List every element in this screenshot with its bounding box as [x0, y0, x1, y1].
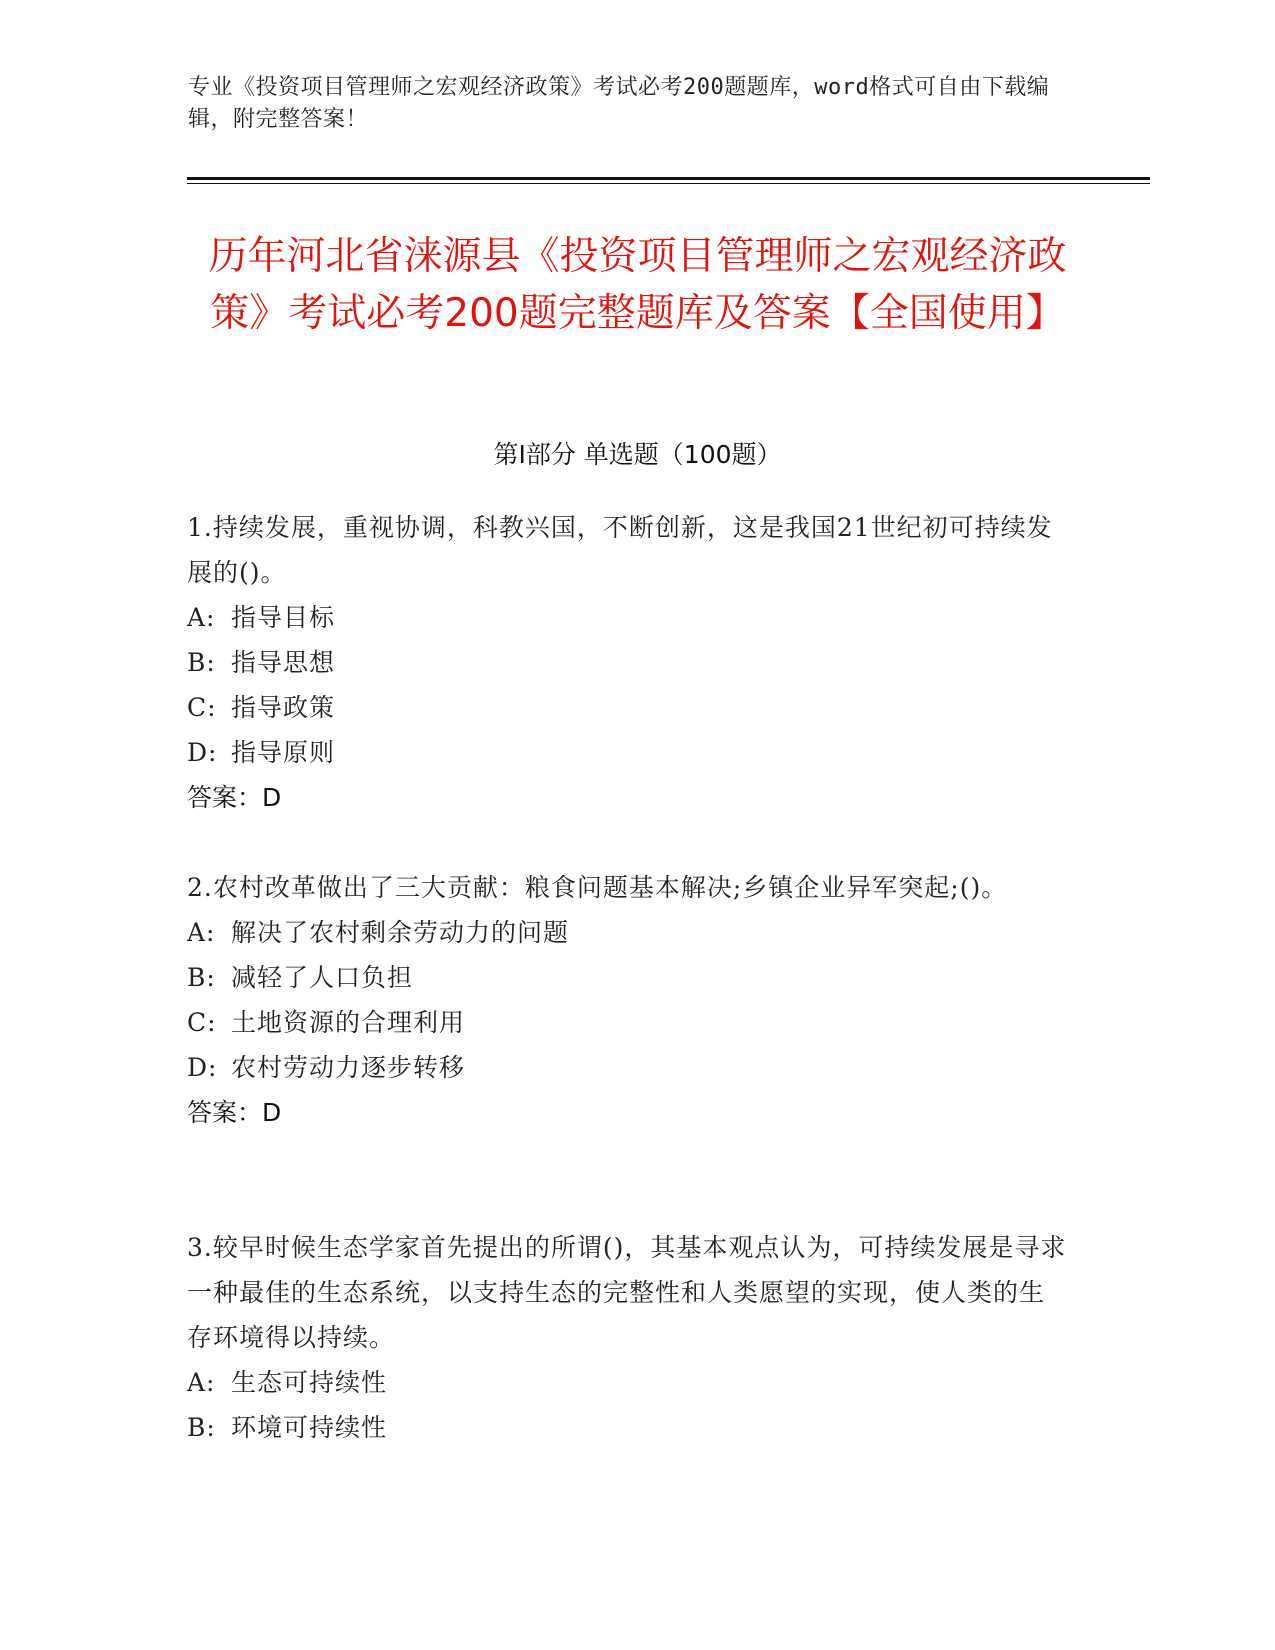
option-letter: A:	[187, 603, 216, 632]
option-text: 指导目标	[231, 603, 336, 632]
option-a	[187, 595, 1067, 640]
option-a	[187, 1360, 1067, 1405]
question-1	[187, 505, 1067, 820]
option-letter: A:	[187, 918, 216, 947]
option-text: 减轻了人口负担	[231, 963, 414, 992]
option-text: 指导政策	[231, 693, 336, 722]
option-letter: D:	[187, 738, 218, 767]
question-3	[187, 1225, 1067, 1450]
question-stem: 3.较早时候生态学家首先提出的所谓()，其基本观点认为，可持续发展是寻求一种最佳的生态系统，以支持生态的完整性和人类愿望的实现，使人类的生存环境得以持续。	[187, 1233, 1067, 1352]
question-2	[187, 865, 1067, 1135]
option-text: 环境可持续性	[231, 1413, 388, 1442]
option-letter: C:	[187, 693, 217, 722]
option-text: 土地资源的合理利用	[231, 1008, 466, 1037]
option-text: 解决了农村剩余劳动力的问题	[231, 918, 570, 947]
option-text: 指导思想	[231, 648, 336, 677]
option-text: 指导原则	[231, 738, 336, 767]
option-c	[187, 1000, 1067, 1045]
option-d	[187, 730, 1067, 775]
option-c	[187, 685, 1067, 730]
option-a	[187, 910, 1067, 955]
option-text: 农村劳动力逐步转移	[231, 1053, 466, 1082]
option-letter: C:	[187, 1008, 217, 1037]
option-letter: B:	[187, 963, 216, 992]
option-letter: B:	[187, 1413, 216, 1442]
answer-line: 答案：D	[187, 783, 282, 812]
question-stem: 2.农村改革做出了三大贡献：粮食问题基本解决;乡镇企业异军突起;()。	[187, 873, 1008, 902]
document-title: 历年河北省涞源县《投资项目管理师之宏观经济政策》考试必考200题完整题库及答案【全国使用】	[208, 234, 1067, 336]
option-letter: A:	[187, 1368, 216, 1397]
option-b	[187, 1405, 1067, 1450]
question-stem: 1.持续发展，重视协调，科教兴国，不断创新，这是我国21世纪初可持续发展的()。	[187, 513, 1053, 587]
option-d	[187, 1045, 1067, 1090]
option-letter: B:	[187, 648, 216, 677]
header-note: 专业《投资项目管理师之宏观经济政策》考试必考200题题库，word格式可自由下载编辑，附完整答案！	[188, 75, 1050, 132]
header-divider-thin	[187, 183, 1150, 184]
option-b	[187, 640, 1067, 685]
option-letter: D:	[187, 1053, 218, 1082]
header-divider-thick	[187, 177, 1150, 180]
option-text: 生态可持续性	[231, 1368, 388, 1397]
section-heading: 第Ⅰ部分 单选题（100题）	[493, 440, 782, 469]
option-b	[187, 955, 1067, 1000]
answer-line: 答案：D	[187, 1098, 282, 1127]
